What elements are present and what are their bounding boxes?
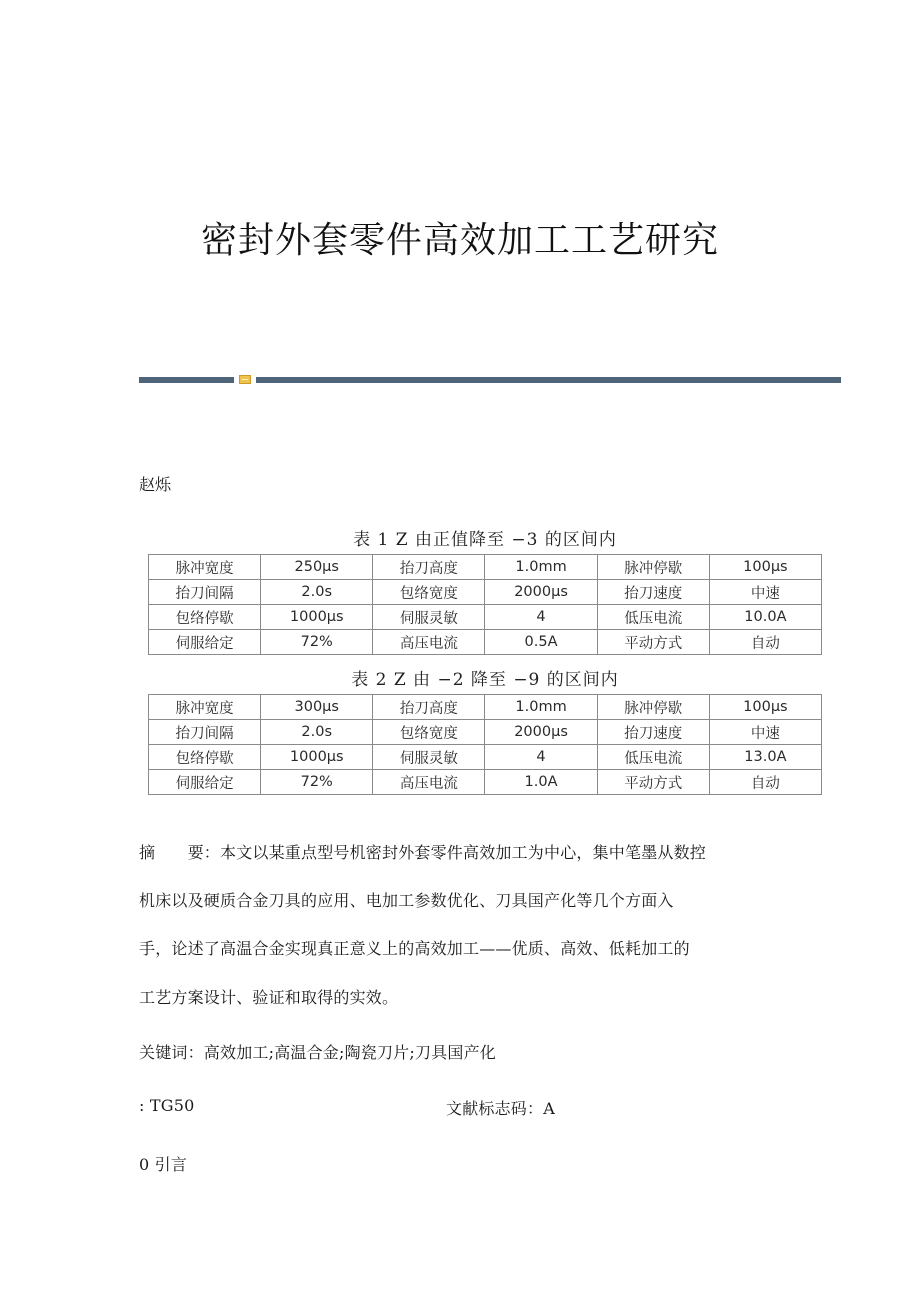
table-param-label: 高压电流 [373,630,485,655]
table-param-value: 1.0mm [485,695,597,720]
table-param-label: 抬刀间隔 [149,720,261,745]
table-param-value: 2000μs [485,720,597,745]
table-param-label: 脉冲宽度 [149,695,261,720]
title-divider [139,375,841,384]
table-param-label: 伺服给定 [149,630,261,655]
table-param-label: 抬刀高度 [373,555,485,580]
table-param-value: 10.0A [709,605,821,630]
table-param-value: 2.0s [261,580,373,605]
table-row [149,770,822,795]
table-row [149,720,822,745]
table-param-value: 1.0A [485,770,597,795]
table-param-value: 2.0s [261,720,373,745]
table-param-label: 伺服灵敏 [373,605,485,630]
table-param-value: 4 [485,745,597,770]
abstract-line-2: 机床以及硬质合金刀具的应用、电加工参数优化、刀具国产化等几个方面入 [139,891,674,910]
table-1-caption: 表 1 Z 由正值降至 −3 的区间内 [353,530,617,550]
abstract-line-3: 手，论述了高温合金实现真正意义上的高效加工——优质、高效、低耗加工的 [139,939,690,958]
table-param-label: 抬刀速度 [597,720,709,745]
table-param-value: 1.0mm [485,555,597,580]
table-param-value: 自动 [709,630,821,655]
table-param-value: 13.0A [709,745,821,770]
table-param-label: 包络宽度 [373,580,485,605]
author-name: 赵烁 [139,475,172,494]
abstract-line-1: 摘 要：本文以某重点型号机密封外套零件高效加工为中心，集中笔墨从数控 [139,843,707,862]
table-param-label: 脉冲停歇 [597,555,709,580]
table-param-label: 脉冲宽度 [149,555,261,580]
divider-bar-right [256,377,841,383]
table-param-label: 伺服给定 [149,770,261,795]
table-param-label: 伺服灵敏 [373,745,485,770]
table-param-value: 72% [261,630,373,655]
table-param-label: 平动方式 [597,630,709,655]
keywords: 关键词：高效加工;高温合金;陶瓷刀片;刀具国产化 [139,1043,496,1062]
table-param-label: 平动方式 [597,770,709,795]
table-param-value: 100μs [709,555,821,580]
document-code: 文献标志码：A [446,1099,555,1118]
table-row [149,605,822,630]
table-param-value: 4 [485,605,597,630]
table-param-label: 抬刀间隔 [149,580,261,605]
table-param-value: 自动 [709,770,821,795]
table-param-value: 1000μs [261,745,373,770]
divider-ornament-icon [239,375,251,384]
table-param-value: 中速 [709,720,821,745]
table-1 [148,554,822,655]
table-param-label: 低压电流 [597,745,709,770]
divider-bar-left [139,377,234,383]
table-param-value: 100μs [709,695,821,720]
document-title: 密封外套零件高效加工工艺研究 [200,220,719,261]
table-param-value: 2000μs [485,580,597,605]
abstract-line-4: 工艺方案设计、验证和取得的实效。 [139,988,399,1007]
table-param-value: 1000μs [261,605,373,630]
table-param-label: 脉冲停歇 [597,695,709,720]
table-param-label: 包络宽度 [373,720,485,745]
table-row [149,580,822,605]
table-param-label: 高压电流 [373,770,485,795]
section-heading-intro: 0 引言 [139,1155,188,1174]
table-param-value: 中速 [709,580,821,605]
classification-number: : TG50 [139,1096,195,1115]
table-param-value: 72% [261,770,373,795]
table-param-label: 抬刀高度 [373,695,485,720]
table-param-value: 300μs [261,695,373,720]
table-param-value: 0.5A [485,630,597,655]
table-row [149,695,822,720]
table-2 [148,694,822,795]
table-row [149,745,822,770]
table-param-value: 250μs [261,555,373,580]
table-row [149,555,822,580]
table-row [149,630,822,655]
table-param-label: 低压电流 [597,605,709,630]
table-2-caption: 表 2 Z 由 −2 降至 −9 的区间内 [351,670,619,690]
table-param-label: 抬刀速度 [597,580,709,605]
table-param-label: 包络停歇 [149,605,261,630]
table-param-label: 包络停歇 [149,745,261,770]
